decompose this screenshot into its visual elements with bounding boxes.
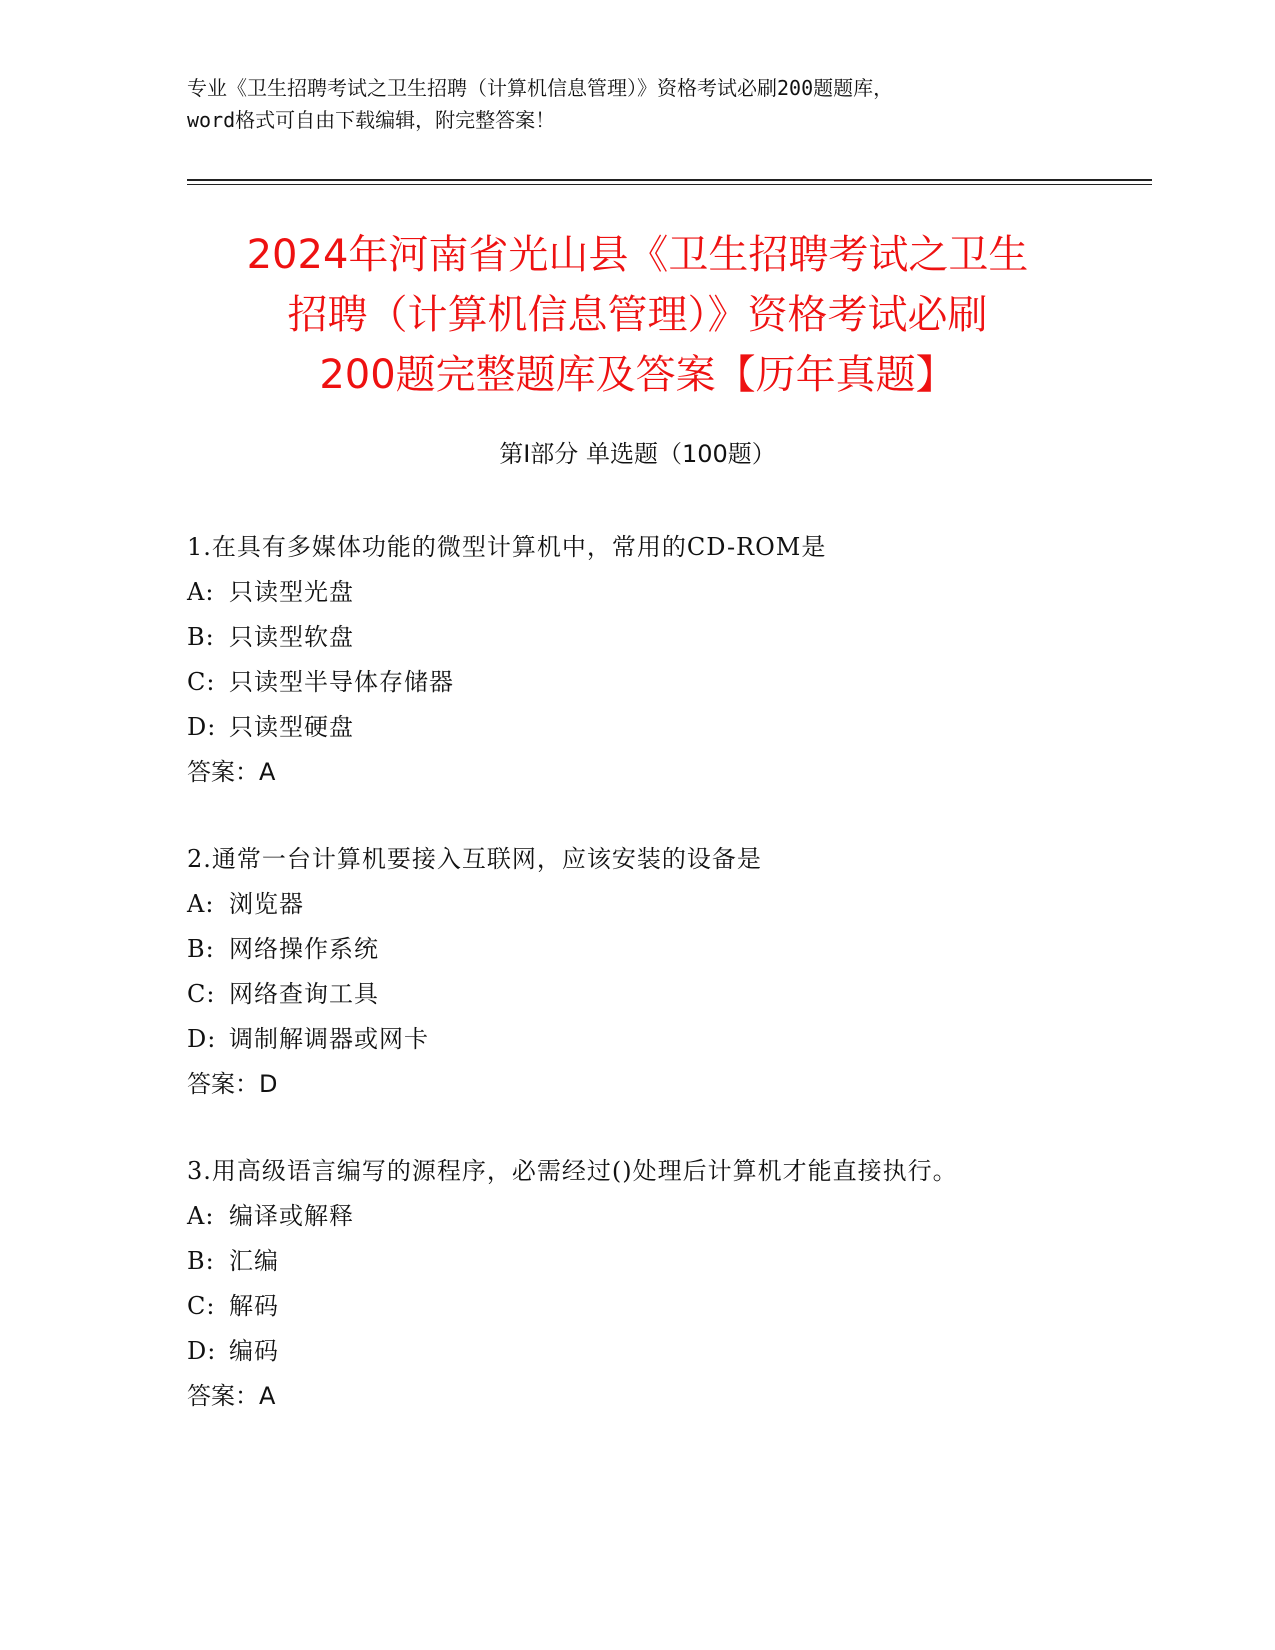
question-stem: 2.通常一台计算机要接入互联网，应该安装的设备是	[187, 845, 762, 873]
option-text: 网络操作系统	[229, 935, 379, 963]
section-title: 第Ⅰ部分 单选题（100题）	[499, 440, 776, 468]
question-stem: 1.在具有多媒体功能的微型计算机中，常用的CD-ROM是	[187, 533, 827, 561]
header-note-line-1: 专业《卫生招聘考试之卫生招聘（计算机信息管理）》资格考试必刷200题题库，	[187, 76, 894, 100]
answer: 答案：A	[187, 758, 276, 786]
option-letter: B:	[187, 623, 215, 651]
option-letter: C:	[187, 668, 216, 696]
question-stem: 3.用高级语言编写的源程序，必需经过()处理后计算机才能直接执行。	[187, 1157, 958, 1185]
option-text: 编码	[229, 1337, 279, 1365]
document-title-line-1: 2024年河南省光山县《卫生招聘考试之卫生	[246, 232, 1029, 278]
option-letter: A:	[187, 578, 215, 606]
question-1	[187, 525, 1067, 795]
option-d	[187, 705, 1067, 750]
option-text: 调制解调器或网卡	[229, 1025, 429, 1053]
option-a	[187, 1194, 1067, 1239]
option-text: 解码	[229, 1292, 279, 1320]
option-text: 编译或解释	[229, 1202, 354, 1230]
option-c	[187, 1284, 1067, 1329]
question-3	[187, 1149, 1067, 1419]
option-letter: D:	[187, 713, 217, 741]
option-letter: D:	[187, 1337, 217, 1365]
option-letter: B:	[187, 1247, 215, 1275]
header-note-line-2: word格式可自由下载编辑，附完整答案！	[187, 108, 556, 132]
option-text: 汇编	[229, 1247, 279, 1275]
document-title-line-3: 200题完整题库及答案【历年真题】	[319, 352, 956, 398]
option-a	[187, 882, 1067, 927]
document-title-line-2: 招聘（计算机信息管理）》资格考试必刷	[287, 292, 988, 338]
option-text: 只读型光盘	[229, 578, 354, 606]
option-letter: D:	[187, 1025, 217, 1053]
option-letter: C:	[187, 1292, 216, 1320]
option-letter: A:	[187, 890, 215, 918]
header-note	[187, 72, 1087, 136]
header-divider-thick	[187, 179, 1152, 181]
option-letter: C:	[187, 980, 216, 1008]
header-divider-thin	[187, 184, 1152, 185]
option-text: 网络查询工具	[229, 980, 379, 1008]
question-list	[187, 525, 1067, 1461]
document-title	[100, 225, 1175, 405]
option-a	[187, 570, 1067, 615]
option-letter: B:	[187, 935, 215, 963]
answer: 答案：A	[187, 1382, 276, 1410]
option-b	[187, 927, 1067, 972]
question-2	[187, 837, 1067, 1107]
option-b	[187, 615, 1067, 660]
option-letter: A:	[187, 1202, 215, 1230]
option-c	[187, 972, 1067, 1017]
option-c	[187, 660, 1067, 705]
answer: 答案：D	[187, 1070, 278, 1098]
option-d	[187, 1017, 1067, 1062]
option-text: 浏览器	[229, 890, 304, 918]
option-d	[187, 1329, 1067, 1374]
option-text: 只读型硬盘	[229, 713, 354, 741]
option-text: 只读型半导体存储器	[229, 668, 454, 696]
option-text: 只读型软盘	[229, 623, 354, 651]
option-b	[187, 1239, 1067, 1284]
